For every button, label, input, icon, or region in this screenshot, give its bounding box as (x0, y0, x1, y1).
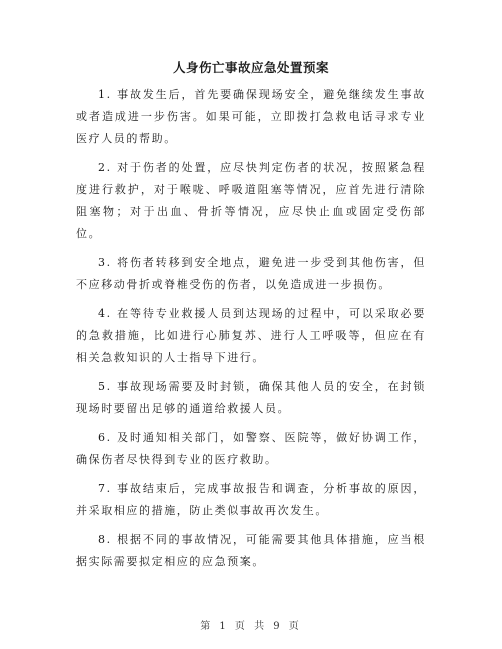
paragraph-6: 6. 及时通知相关部门，如警察、医院等，做好协调工作，确保伤者尽快得到专业的医疗救助。 (76, 431, 426, 466)
document-body (76, 84, 426, 580)
paragraph-3: 3. 将伤者转移到安全地点，避免进一步受到其他伤害，但不应移动骨折或脊椎受伤的伤者，以免造成进一步损伤。 (76, 256, 426, 291)
paragraph-7: 7. 事故结束后，完成事故报告和调查，分析事故的原因，并采取相应的措施，防止类似事故再次发生。 (76, 482, 426, 517)
paragraph-8: 8. 根据不同的事故情况，可能需要其他具体措施，应当根据实际需要拟定相应的应急预案。 (76, 533, 426, 568)
paragraph-4: 4. 在等待专业救援人员到达现场的过程中，可以采取必要的急救措施，比如进行心肺复苏、进行人工呼吸等，但应在有相关急救知识的人士指导下进行。 (76, 307, 426, 364)
page-number-footer: 第 1 页 共 9 页 (200, 621, 302, 632)
paragraph-5: 5. 事故现场需要及时封锁，确保其他人员的安全，在封锁现场时要留出足够的通道给救援人员。 (76, 380, 426, 415)
paragraph-2: 2. 对于伤者的处置，应尽快判定伤者的状况，按照紧急程度进行救护，对于喉咙、呼吸道阻塞等情况，应首先进行清除阻塞物；对于出血、骨折等情况，应尽快止血或固定受伤部位。 (76, 161, 426, 240)
document-title: 人身伤亡事故应急处置预案 (172, 60, 329, 75)
paragraph-1: 1. 事故发生后，首先要确保现场安全，避免继续发生事故或者造成进一步伤害。如果可能，立即拨打急救电话寻求专业医疗人员的帮助。 (76, 88, 426, 145)
